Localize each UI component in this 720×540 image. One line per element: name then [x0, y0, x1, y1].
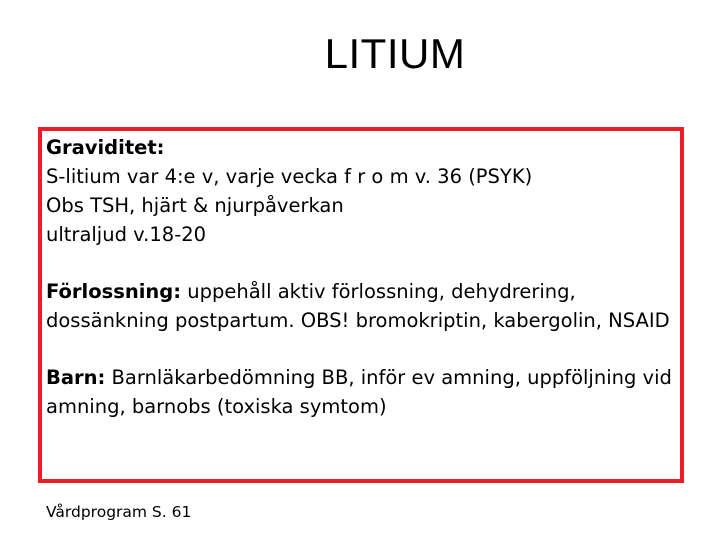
section-barn	[46, 363, 686, 421]
section-forlossning	[46, 277, 686, 335]
graviditet-line: Obs TSH, hjärt & njurpåverkan	[46, 194, 344, 217]
section-graviditet	[46, 133, 686, 249]
barn-text: Barnläkarbedömning BB, inför ev amning, uppföljning vid amning, barnobs (toxiska symtom)	[46, 366, 672, 418]
graviditet-line: S-litium var 4:e v, varje vecka f r o m v. 36 (PSYK)	[46, 165, 533, 188]
forlossning-heading: Förlossning:	[46, 280, 182, 303]
barn-heading: Barn:	[46, 366, 106, 389]
footer-reference: Vårdprogram S. 61	[46, 503, 192, 521]
slide-title: LITIUM	[324, 30, 466, 77]
graviditet-heading: Graviditet:	[46, 136, 165, 159]
content-body	[46, 133, 686, 421]
forlossning-text: uppehåll aktiv förlossning, dehydrering, dossänkning postpartum. OBS! bromokriptin, kabergolin, NSAID	[46, 280, 670, 332]
graviditet-line: ultraljud v.18-20	[46, 223, 207, 246]
